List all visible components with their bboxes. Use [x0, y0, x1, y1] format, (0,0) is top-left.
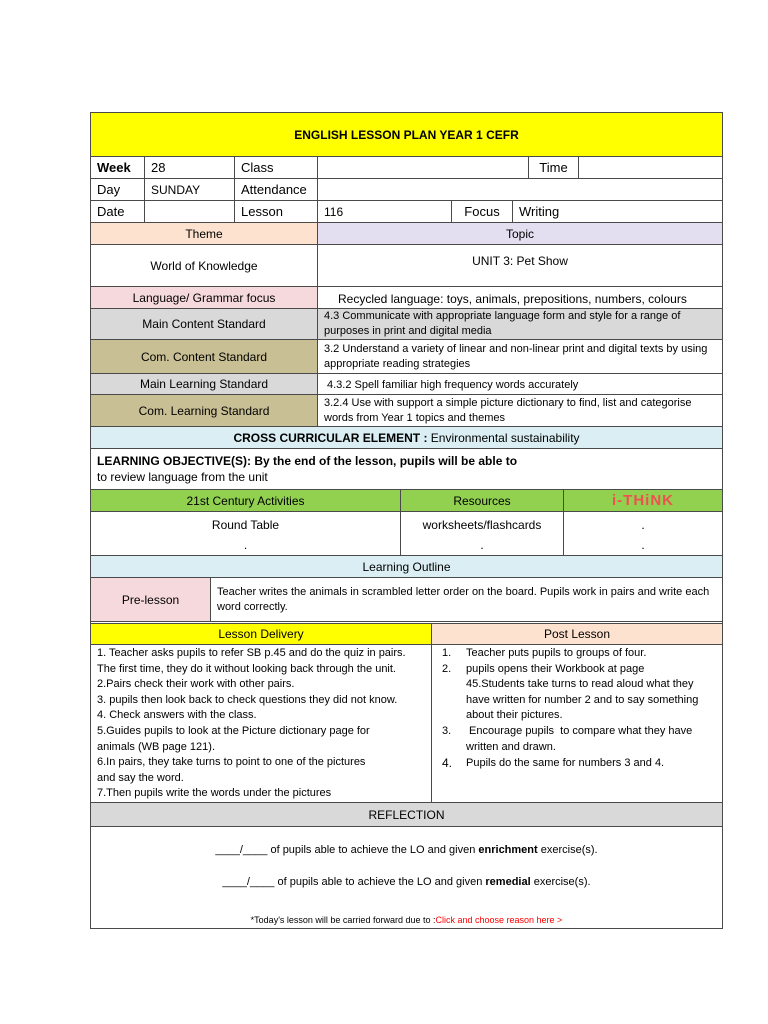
main-content-standard-text: 4.3 Communicate with appropriate language form and style for a range of purposes in print and digital media — [324, 310, 681, 337]
post-item-line: written and drawn. — [466, 740, 556, 753]
topic-header — [317, 222, 723, 245]
focus-value-text: Writing — [519, 204, 560, 219]
resources-header-text: Resources — [453, 493, 511, 508]
post-item-number: 4. — [442, 756, 453, 771]
post-item — [442, 756, 664, 772]
com-content-standard-value — [317, 339, 723, 374]
activities-header — [90, 489, 401, 512]
resource-dot: . — [480, 538, 484, 552]
post-item-line: Encourage pupils to compare what they have — [466, 724, 693, 737]
post-lesson-header-text: Post Lesson — [543, 627, 611, 641]
class-label — [234, 156, 318, 179]
post-item — [442, 646, 646, 662]
language-focus-value — [317, 286, 723, 309]
day-value-text: SUNDAY — [151, 182, 201, 197]
day-value[interactable] — [144, 178, 235, 201]
topic-header-text: Topic — [505, 226, 534, 241]
resources-header — [400, 489, 564, 512]
activities-header-text: 21st Century Activities — [186, 493, 305, 508]
week-value[interactable] — [144, 156, 235, 179]
ithink-dot-2: . — [641, 538, 645, 552]
cross-curricular-label: CROSS CURRICULAR ELEMENT : — [233, 430, 428, 445]
delivery-line: 3. pupils then look back to check questions they did not know. — [97, 693, 398, 706]
class-label-text: Class — [241, 160, 274, 175]
main-content-standard-label — [90, 308, 318, 340]
learning-outline-header — [90, 555, 723, 578]
main-learning-standard-label-text: Main Learning Standard — [139, 377, 269, 391]
lesson-delivery-header — [90, 623, 432, 645]
time-value[interactable] — [578, 156, 723, 179]
delivery-line: 4. Check answers with the class. — [97, 709, 257, 722]
activity-text: Round Table — [211, 518, 280, 532]
reflection-text: of pupils able to achieve the LO and given — [267, 844, 479, 856]
cross-curricular-value: Environmental sustainability — [427, 430, 580, 445]
date-label — [90, 200, 145, 223]
post-item-line: Pupils do the same for numbers 3 and 4. — [466, 757, 665, 770]
com-content-standard-label-text: Com. Content Standard — [140, 349, 268, 364]
ithink-dot-1: . — [641, 518, 645, 532]
post-lesson-header — [431, 623, 723, 645]
time-label-text: Time — [539, 160, 568, 175]
post-item-line: Teacher puts pupils to groups of four. — [466, 647, 647, 659]
activity-value — [90, 511, 401, 556]
week-label — [90, 156, 145, 179]
post-item-number: 3. — [442, 724, 452, 737]
reflection-blank[interactable]: ____/____ — [215, 844, 268, 856]
delivery-line: 2.Pairs check their work with other pairs. — [97, 678, 295, 691]
com-learning-standard-value — [317, 394, 723, 427]
theme-value-text: World of Knowledge — [150, 258, 258, 273]
post-item — [442, 662, 698, 724]
reflection-line-remedial — [90, 875, 723, 890]
reflection-text: exercise(s). — [530, 876, 591, 888]
pre-lesson-body: Teacher writes the animals in scrambled letter order on the board. Pupils work in pairs and write each word correctly. — [217, 585, 710, 613]
topic-value-text: UNIT 3: Pet Show — [472, 254, 568, 268]
com-learning-standard-text: 3.2.4 Use with support a simple picture dictionary to find, list and categorise words from Year 1 topics and themes — [324, 396, 692, 424]
carry-reason-dropdown[interactable]: Click and choose reason here > — [435, 915, 563, 925]
reflection-line-enrichment — [90, 843, 723, 858]
ithink-logo: i-THiNK — [612, 492, 674, 509]
carry-forward-text: *Today's lesson will be carried forward due to : — [250, 915, 436, 925]
week-label-text: Week — [97, 160, 131, 175]
reflection-header-text: REFLECTION — [368, 807, 445, 822]
com-learning-standard-label — [90, 394, 318, 427]
topic-value — [317, 244, 723, 287]
com-learning-standard-label-text: Com. Learning Standard — [138, 403, 270, 418]
pre-lesson-label-text: Pre-lesson — [121, 592, 180, 607]
lesson-value-text: 116 — [324, 204, 344, 219]
delivery-line: 7.Then pupils write the words under the pictures — [97, 787, 332, 800]
post-item — [442, 724, 692, 755]
reflection-emphasis: enrichment — [478, 844, 538, 856]
focus-label — [451, 200, 513, 223]
week-value-text: 28 — [151, 160, 166, 175]
pre-lesson-text — [210, 577, 723, 622]
post-item-line: about their pictures. — [466, 709, 563, 722]
attendance-label-text: Attendance — [241, 182, 307, 197]
reflection-header — [90, 802, 723, 827]
delivery-line: 5.Guides pupils to look at the Picture dictionary page for — [97, 724, 370, 737]
class-value[interactable] — [317, 156, 529, 179]
com-content-standard-label — [90, 339, 318, 374]
delivery-line: and say the word. — [97, 771, 184, 784]
main-content-standard-value — [317, 308, 723, 340]
theme-value — [90, 244, 318, 287]
main-content-standard-label-text: Main Content Standard — [142, 317, 266, 331]
learning-objective-label: LEARNING OBJECTIVE(S): By the end of the lesson, pupils will be able to — [97, 454, 518, 468]
delivery-line: 6.In pairs, they take turns to point to one of the pictures — [97, 756, 366, 769]
lesson-delivery-body — [90, 644, 432, 803]
reflection-emphasis: remedial — [485, 876, 531, 888]
resource-text: worksheets/flashcards — [422, 518, 542, 532]
pre-lesson-label — [90, 577, 211, 622]
focus-value[interactable] — [512, 200, 723, 223]
carry-forward-line — [90, 915, 723, 925]
language-focus-label — [90, 286, 318, 309]
cross-curricular-element — [90, 426, 723, 449]
date-label-text: Date — [97, 204, 125, 219]
post-item-line: 45.Students take turns to read aloud what they — [466, 678, 694, 691]
post-item-number: 1. — [442, 647, 452, 659]
reflection-text: exercise(s). — [537, 844, 598, 856]
theme-header — [90, 222, 318, 245]
learning-objective — [90, 448, 723, 490]
post-item-line: pupils opens their Workbook at page — [466, 662, 645, 675]
focus-label-text: Focus — [464, 204, 500, 219]
reflection-text: of pupils able to achieve the LO and given — [274, 876, 486, 888]
lesson-value[interactable] — [317, 200, 452, 223]
delivery-line: animals (WB page 121). — [97, 740, 215, 753]
ithink-header — [563, 489, 723, 512]
main-learning-standard-text: 4.3.2 Spell familiar high frequency words accurately — [327, 379, 579, 391]
main-learning-standard-value — [317, 373, 723, 395]
delivery-line: 1. Teacher asks pupils to refer SB p.45 and do the quiz in pairs. — [97, 647, 406, 659]
activity-dot: . — [243, 538, 248, 552]
title-text: ENGLISH LESSON PLAN YEAR 1 CEFR — [294, 127, 519, 142]
theme-header-text: Theme — [185, 226, 223, 241]
post-item-number: 2. — [442, 662, 452, 675]
ithink-value — [563, 511, 723, 556]
time-label — [528, 156, 579, 179]
attendance-label — [234, 178, 318, 201]
com-content-standard-text: 3.2 Understand a variety of linear and non-linear print and digital texts by using appropriate reading strategies — [324, 342, 708, 370]
learning-outline-text: Learning Outline — [362, 559, 451, 574]
day-label-text: Day — [97, 182, 121, 197]
document-title — [90, 112, 723, 157]
post-item-line: have written for number 2 and to say something — [466, 693, 699, 706]
delivery-line: The first time, they do it without looking back through the unit. — [97, 662, 396, 675]
reflection-blank[interactable]: ____/____ — [222, 876, 275, 888]
main-learning-standard-label — [90, 373, 318, 395]
day-label — [90, 178, 145, 201]
lesson-delivery-header-text: Lesson Delivery — [218, 627, 304, 641]
lesson-label — [234, 200, 318, 223]
language-focus-label-text: Language/ Grammar focus — [132, 290, 276, 305]
date-value[interactable] — [144, 200, 235, 223]
post-lesson-body — [431, 644, 723, 803]
resource-value — [400, 511, 564, 556]
attendance-value[interactable] — [317, 178, 723, 201]
lesson-label-text: Lesson — [241, 204, 283, 219]
language-focus-value-text: Recycled language: toys, animals, prepositions, numbers, colours — [338, 292, 687, 306]
learning-objective-text: to review language from the unit — [97, 470, 268, 484]
